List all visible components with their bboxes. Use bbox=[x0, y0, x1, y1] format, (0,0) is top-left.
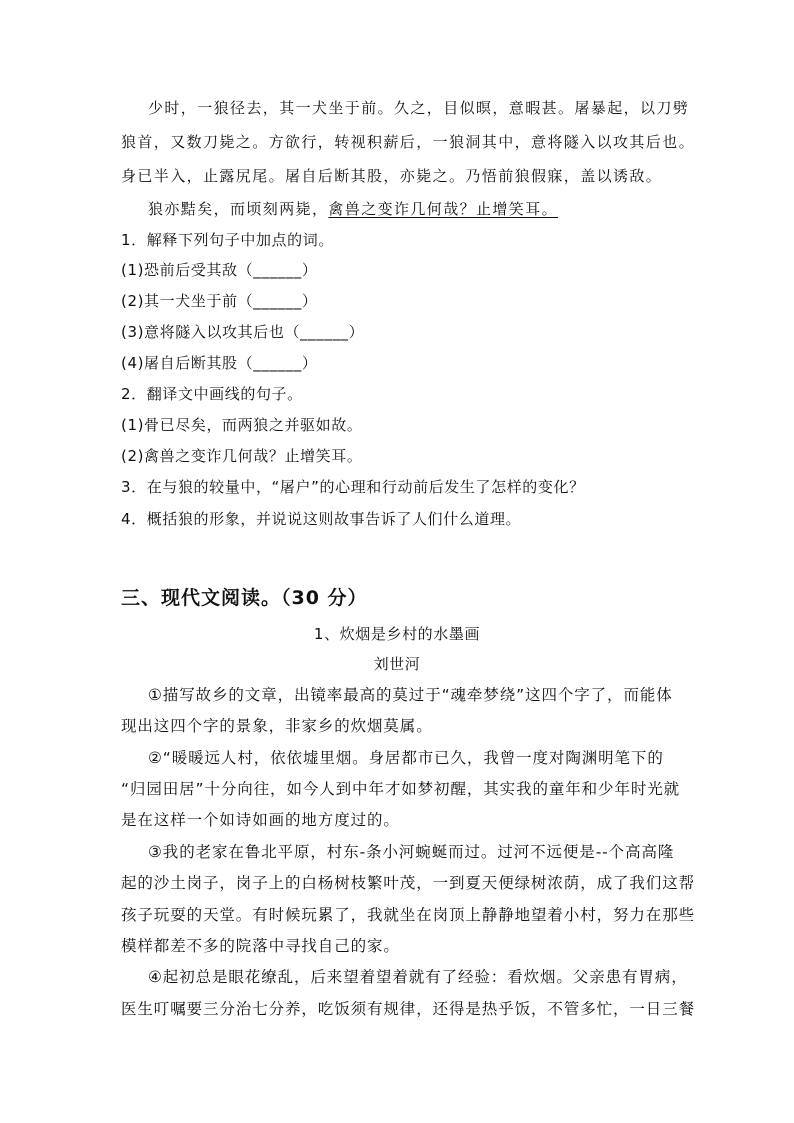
article-p3-line-4: 模样都差不多的院落中寻找自己的家。 bbox=[121, 937, 400, 955]
article-title: 1、炊烟是乡村的水墨画 bbox=[313, 625, 481, 643]
article-p2-line-1: ②“暖暖远人村，依依墟里烟。身居都市已久，我曾一度对陶渊明笔下的 bbox=[148, 749, 664, 767]
question-2-item-1: (1)骨已尽矣，而两狼之并驱如故。 bbox=[121, 416, 363, 434]
question-1-item-3: (3)意将隧入以攻其后也（______） bbox=[121, 323, 365, 341]
question-2: 2．翻译文中画线的句子。 bbox=[121, 385, 303, 403]
article-p2-line-3: 是在这样一个如诗如画的地方度过的。 bbox=[121, 811, 400, 829]
classical-line-4 bbox=[148, 198, 558, 219]
article-p4-line-2: 医生叮嘱要三分治七分养，吃饭须有规律，还得是热乎饭，不管多忙，一日三餐 bbox=[121, 1000, 696, 1018]
underlined-sentence: 禽兽之变诈几何哉？止增笑耳。 bbox=[328, 200, 559, 218]
article-p1-line-1: ①描写故乡的文章，出镜率最高的莫过于“魂牵梦绕”这四个字了，而能体 bbox=[148, 686, 673, 704]
classical-line-1: 少时，一狼径去，其一犬坐于前。久之，目似暝，意暇甚。屠暴起，以刀劈 bbox=[148, 99, 690, 117]
article-p3-line-3: 孩子玩耍的天堂。有时候玩累了，我就坐在岗顶上静静地望着小村，努力在那些 bbox=[121, 906, 696, 924]
question-1-item-2: (2)其一犬坐于前（______） bbox=[121, 292, 318, 310]
question-1: 1．解释下列句子中加点的词。 bbox=[121, 231, 334, 249]
section-heading: 三、现代文阅读。（30 分） bbox=[121, 587, 368, 609]
question-3: 3．在与狼的较量中，“屠户”的心理和行动前后发生了怎样的变化？ bbox=[121, 478, 585, 496]
article-p3-line-2: 起的沙土岗子，岗子上的白杨树枝繁叶茂，一到夏天便绿树浓荫，成了我们这帮 bbox=[121, 874, 696, 892]
article-p3-line-1: ③我的老家在鲁北平原，村东-条小河蜿蜒而过。过河不远便是--个高高隆 bbox=[148, 843, 675, 861]
article-p2-line-2: “归园田居”十分向往，如今人到中年才如梦初醒，其实我的童年和少年时光就 bbox=[121, 780, 681, 798]
article-p1-line-2: 现出这四个字的景象，非家乡的炊烟莫属。 bbox=[121, 717, 433, 735]
question-1-item-4: (4)屠自后断其股（______） bbox=[121, 354, 318, 372]
classical-plain-text: 狼亦黠矣，而顷刻两毙， bbox=[148, 200, 329, 218]
article-author: 刘世河 bbox=[373, 655, 421, 673]
question-2-item-2: (2)禽兽之变诈几何哉？止增笑耳。 bbox=[121, 447, 363, 465]
classical-line-2: 狼首，又数刀毙之。方欲行，转视积薪后，一狼洞其中，意将隧入以攻其后也。 bbox=[121, 133, 696, 151]
question-1-item-1: (1)恐前后受其敌（______） bbox=[121, 261, 318, 279]
question-4: 4．概括狼的形象，并说说这则故事告诉了人们什么道理。 bbox=[121, 510, 522, 528]
classical-line-3: 身已半入，止露尻尾。屠自后断其股，亦毙之。乃悟前狼假寐，盖以诱敌。 bbox=[121, 167, 663, 185]
article-p4-line-1: ④起初总是眼花缭乱，后来望着望着就有了经验：看炊烟。父亲患有胃病， bbox=[148, 968, 688, 986]
